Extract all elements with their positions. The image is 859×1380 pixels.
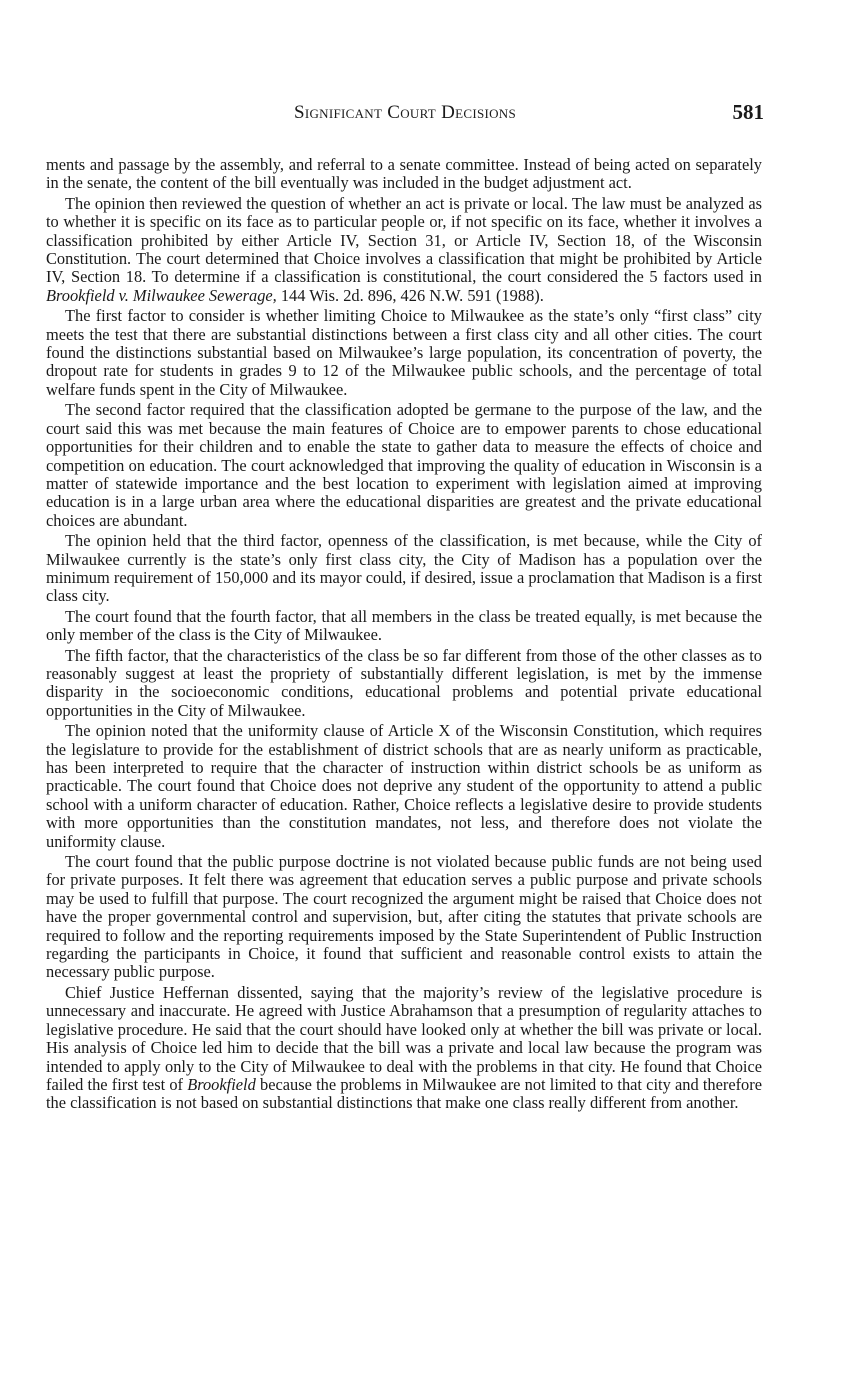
paragraph-uniformity-clause: The opinion noted that the uniformity clause of Article X of the Wisconsin Constitution, which requires the legislature to provide for the establishment of district schools that are as nearly uniform as practicable, has been interpreted to require that the character of instruction within district schools be as uniform as practicable. The court found that Choice does not deprive any student of the opportunity to attend a public school with a uniform character of education. Rather, Choice reflects a legislative desire to provide students with more opportunities than the constitution mandates, not less, and therefore does not violate the uniformity clause.: [46, 721, 762, 851]
paragraph-dissent: Chief Justice Heffernan dissented, saying that the majority’s review of the legislative procedure is unnecessary and inaccurate. He agreed with Justice Abrahamson that a presumption of regularity attaches to legislative procedure. He said that the court should have looked only at whether the bill was private or local. His analysis of Choice led him to decide that the bill was a private and local law because the program was intended to apply only to the City of Milwaukee to deal with the problems in that city. He found that Choice failed the first test of Brookfield because the problems in Milwaukee are not limited to that city and therefore the classification is not based on substantial distinctions that make one class really different from another.: [46, 982, 762, 1113]
paragraph-third-factor: The opinion held that the third factor, openness of the classification, is met because, while the City of Milwaukee currently is the state’s only first class city, the City of Madison has a population over the minimum requirement of 150,000 and its mayor could, if desired, issue a proclamation that Madison is a first class city.: [46, 531, 762, 606]
paragraph-private-or-local: The opinion then reviewed the question of whether an act is private or local. The law must be analyzed as to whether it is specific on its face as to particular people or, if not specific on its face, whether it involves a classification prohibited by either Article IV, Section 31, or Article IV, Section 18, of the Wisconsin Constitution. The court determined that Choice involves a classification that might be prohibited by Article IV, Section 18. To determine if a classification is constitutional, the court considered the 5 factors used in Brookfield v. Milwaukee Sewerage, 144 Wis. 2d. 896, 426 N.W. 591 (1988).: [46, 193, 762, 305]
body-text: [46, 156, 762, 1115]
paragraph-public-purpose: The court found that the public purpose doctrine is not violated because public funds are not being used for private purposes. It felt there was agreement that education serves a public purpose and private schools may be used to fulfill that purpose. The court recognized the argument might be raised that Choice does not have the proper governmental control and supervision, but, after citing the statutes that private schools are required to follow and the reporting requirements imposed by the State Superintendent of Public Instruction regarding the participants in Choice, it found that sufficient and reasonable control exists to attain the necessary public purpose.: [46, 852, 762, 982]
paragraph-continuation: ments and passage by the assembly, and referral to a senate committee. Instead of being acted on separately in the senate, the content of the bill eventually was included in the budget adjustment act.: [46, 155, 762, 193]
paragraph-fourth-factor: The court found that the fourth factor, that all members in the class be treated equally, is met because the only member of the class is the City of Milwaukee.: [46, 606, 762, 645]
running-head: Significant Court Decisions: [293, 102, 517, 123]
page-number: 581: [732, 100, 764, 124]
page-header: [46, 102, 764, 132]
paragraph-first-factor: The first factor to consider is whether limiting Choice to Milwaukee as the state’s only “first class” city meets the test that there are substantial distinctions between a first class city and all other cities. The court found the distinctions substantial based on Milwaukee’s large population, its concentration of poverty, the dropout rate for students in grades 9 to 12 of the Milwaukee public schools, and the percentage of total welfare funds spent in the City of Milwaukee.: [46, 306, 762, 399]
paragraph-fifth-factor: The fifth factor, that the characteristics of the class be so far different from those of the other classes as to reasonably suggest at least the propriety of substantially different legislation, is met by the immense disparity in the socioeconomic conditions, educational problems and potential private educational opportunities in the City of Milwaukee.: [46, 645, 762, 720]
case-citation-brookfield: Brookfield v. Milwaukee Sewerage,: [46, 285, 277, 305]
case-citation-brookfield-short: Brookfield: [187, 1074, 256, 1094]
paragraph-second-factor: The second factor required that the classification adopted be germane to the purpose of the law, and the court said this was met because the main features of Choice are to empower parents to chose educational opportunities for their children and to enable the state to gather data to measure the effects of choice and competition on education. The court acknowledged that improving the quality of education in Wisconsin is a matter of statewide importance and the best location to experiment with legislation aimed at improving education is in a large urban area where the educational disparities are greatest and the private educational choices are abundant.: [46, 400, 762, 530]
